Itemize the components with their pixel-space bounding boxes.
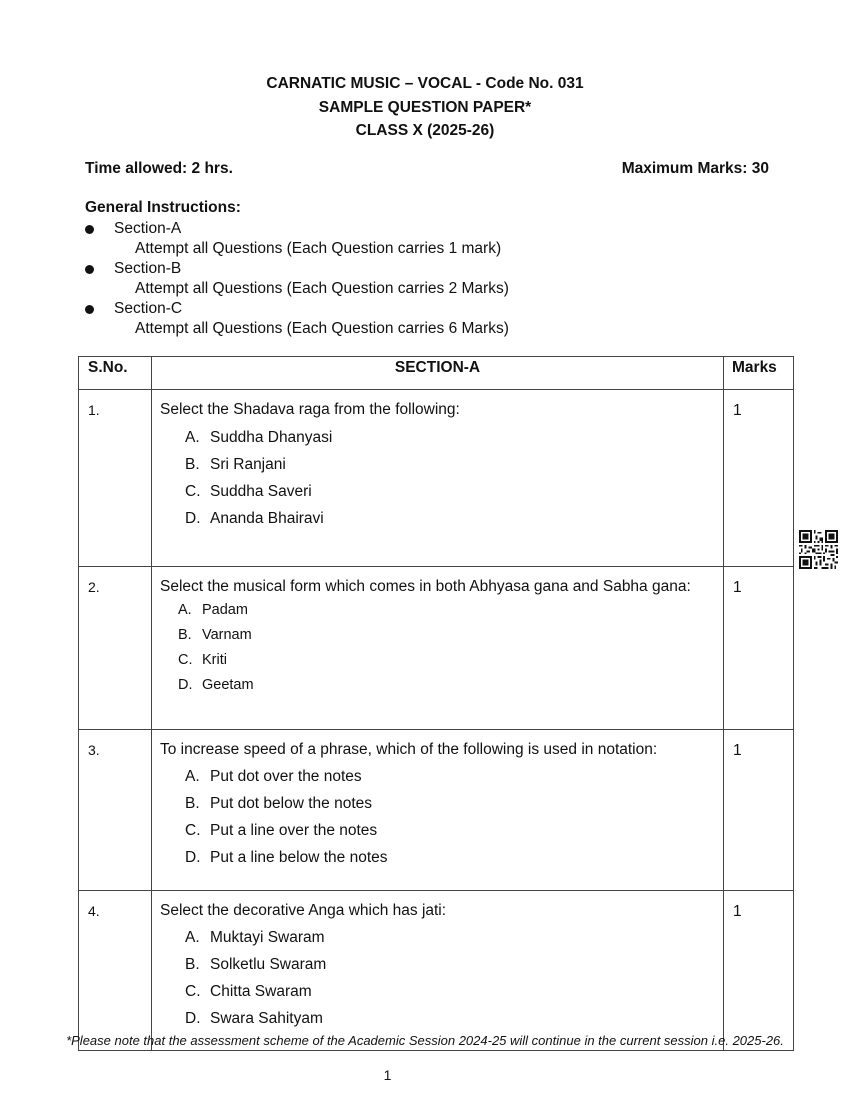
option-item — [160, 598, 705, 623]
question-number: 3. — [79, 730, 152, 891]
option-text: Solketlu Swaram — [210, 956, 327, 973]
option-text: Padam — [202, 602, 248, 618]
option-item — [160, 451, 705, 478]
question-number: 2. — [79, 567, 152, 730]
class-title: CLASS X (2025-26) — [355, 122, 495, 139]
option-item — [160, 924, 705, 951]
instruction-item — [85, 219, 509, 259]
option-label: C. — [178, 652, 193, 668]
options-list — [160, 763, 705, 871]
option-item — [160, 790, 705, 817]
question-cell — [152, 730, 724, 891]
instruction-section: Section-B — [114, 260, 182, 277]
instruction-section: Section-C — [114, 300, 183, 317]
question-table — [78, 356, 794, 1051]
option-item — [160, 505, 705, 532]
option-text: Geetam — [202, 677, 254, 693]
option-label: D. — [185, 1010, 201, 1027]
option-item — [160, 844, 705, 871]
table-row — [79, 891, 794, 1051]
option-item — [160, 648, 705, 673]
question-marks: 1 — [724, 390, 794, 567]
option-text: Suddha Dhanyasi — [210, 429, 333, 446]
option-text: Varnam — [202, 627, 252, 643]
question-cell — [152, 891, 724, 1051]
table-header-row — [79, 357, 794, 390]
question-cell — [152, 567, 724, 730]
option-label: D. — [185, 510, 201, 527]
maximum-marks: Maximum Marks: 30 — [621, 160, 769, 177]
option-label: C. — [185, 983, 201, 1000]
option-label: C. — [185, 822, 201, 839]
instruction-item — [85, 259, 509, 299]
option-text: Swara Sahityam — [210, 1010, 323, 1027]
question-text: Select the musical form which comes in both Abhyasa gana and Sabha gana: — [160, 578, 691, 595]
option-label: D. — [185, 849, 201, 866]
header-marks: Marks — [724, 357, 794, 390]
option-text: Put a line below the notes — [210, 849, 388, 866]
option-label: A. — [185, 429, 200, 446]
page-number: 1 — [383, 1067, 392, 1083]
instruction-detail: Attempt all Questions (Each Question carries 2 Marks) — [135, 280, 509, 297]
option-text: Put dot over the notes — [210, 768, 362, 785]
option-item — [160, 1005, 705, 1032]
option-item — [160, 478, 705, 505]
question-marks: 1 — [724, 730, 794, 891]
instruction-detail: Attempt all Questions (Each Question carries 6 Marks) — [135, 320, 509, 337]
question-marks: 1 — [724, 567, 794, 730]
option-text: Kriti — [202, 652, 227, 668]
options-list — [160, 924, 705, 1032]
option-item — [160, 763, 705, 790]
option-item — [160, 951, 705, 978]
option-label: D. — [178, 677, 193, 693]
option-item — [160, 817, 705, 844]
option-label: B. — [185, 956, 200, 973]
table-row — [79, 730, 794, 891]
option-label: A. — [185, 929, 200, 946]
option-text: Chitta Swaram — [210, 983, 312, 1000]
option-text: Put a line over the notes — [210, 822, 378, 839]
question-marks: 1 — [724, 891, 794, 1051]
header-section: SECTION-A — [152, 357, 724, 390]
option-text: Sri Ranjani — [210, 456, 286, 473]
document-header — [0, 72, 850, 143]
option-item — [160, 978, 705, 1005]
instruction-detail: Attempt all Questions (Each Question carries 1 mark) — [135, 240, 502, 257]
header-sno: S.No. — [79, 357, 152, 390]
paper-title: SAMPLE QUESTION PAPER* — [318, 98, 532, 116]
option-label: A. — [185, 768, 200, 785]
option-label: A. — [178, 602, 192, 618]
instruction-section: Section-A — [114, 220, 182, 237]
option-text: Suddha Saveri — [210, 483, 312, 500]
table-row — [79, 567, 794, 730]
question-text: To increase speed of a phrase, which of the following is used in notation: — [160, 741, 658, 758]
option-item — [160, 424, 705, 451]
option-label: B. — [185, 456, 200, 473]
question-number: 1. — [79, 390, 152, 567]
time-allowed: Time allowed: 2 hrs. — [85, 160, 233, 177]
question-text: Select the decorative Anga which has jati: — [160, 902, 447, 919]
bullet-icon — [85, 225, 94, 234]
option-item — [160, 623, 705, 648]
table-row — [79, 390, 794, 567]
footnote: *Please note that the assessment scheme of the Academic Session 2024-25 will continue in the current session i.e. 2025-26. — [66, 1033, 784, 1048]
instruction-item — [85, 299, 509, 339]
option-label: B. — [185, 795, 200, 812]
options-list — [160, 424, 705, 532]
bullet-icon — [85, 305, 94, 314]
option-item — [160, 673, 705, 698]
option-label: B. — [178, 627, 192, 643]
general-instructions-list — [85, 219, 509, 339]
option-text: Ananda Bhairavi — [210, 510, 324, 527]
question-text: Select the Shadava raga from the following: — [160, 401, 460, 418]
subject-title: CARNATIC MUSIC – VOCAL - Code No. 031 — [266, 75, 584, 92]
question-cell — [152, 390, 724, 567]
option-text: Put dot below the notes — [210, 795, 373, 812]
option-label: C. — [185, 483, 201, 500]
qr-code-icon — [799, 530, 838, 569]
options-list — [160, 598, 705, 698]
bullet-icon — [85, 265, 94, 274]
general-instructions-title: General Instructions: — [85, 199, 241, 216]
option-text: Muktayi Swaram — [210, 929, 325, 946]
question-number: 4. — [79, 891, 152, 1051]
